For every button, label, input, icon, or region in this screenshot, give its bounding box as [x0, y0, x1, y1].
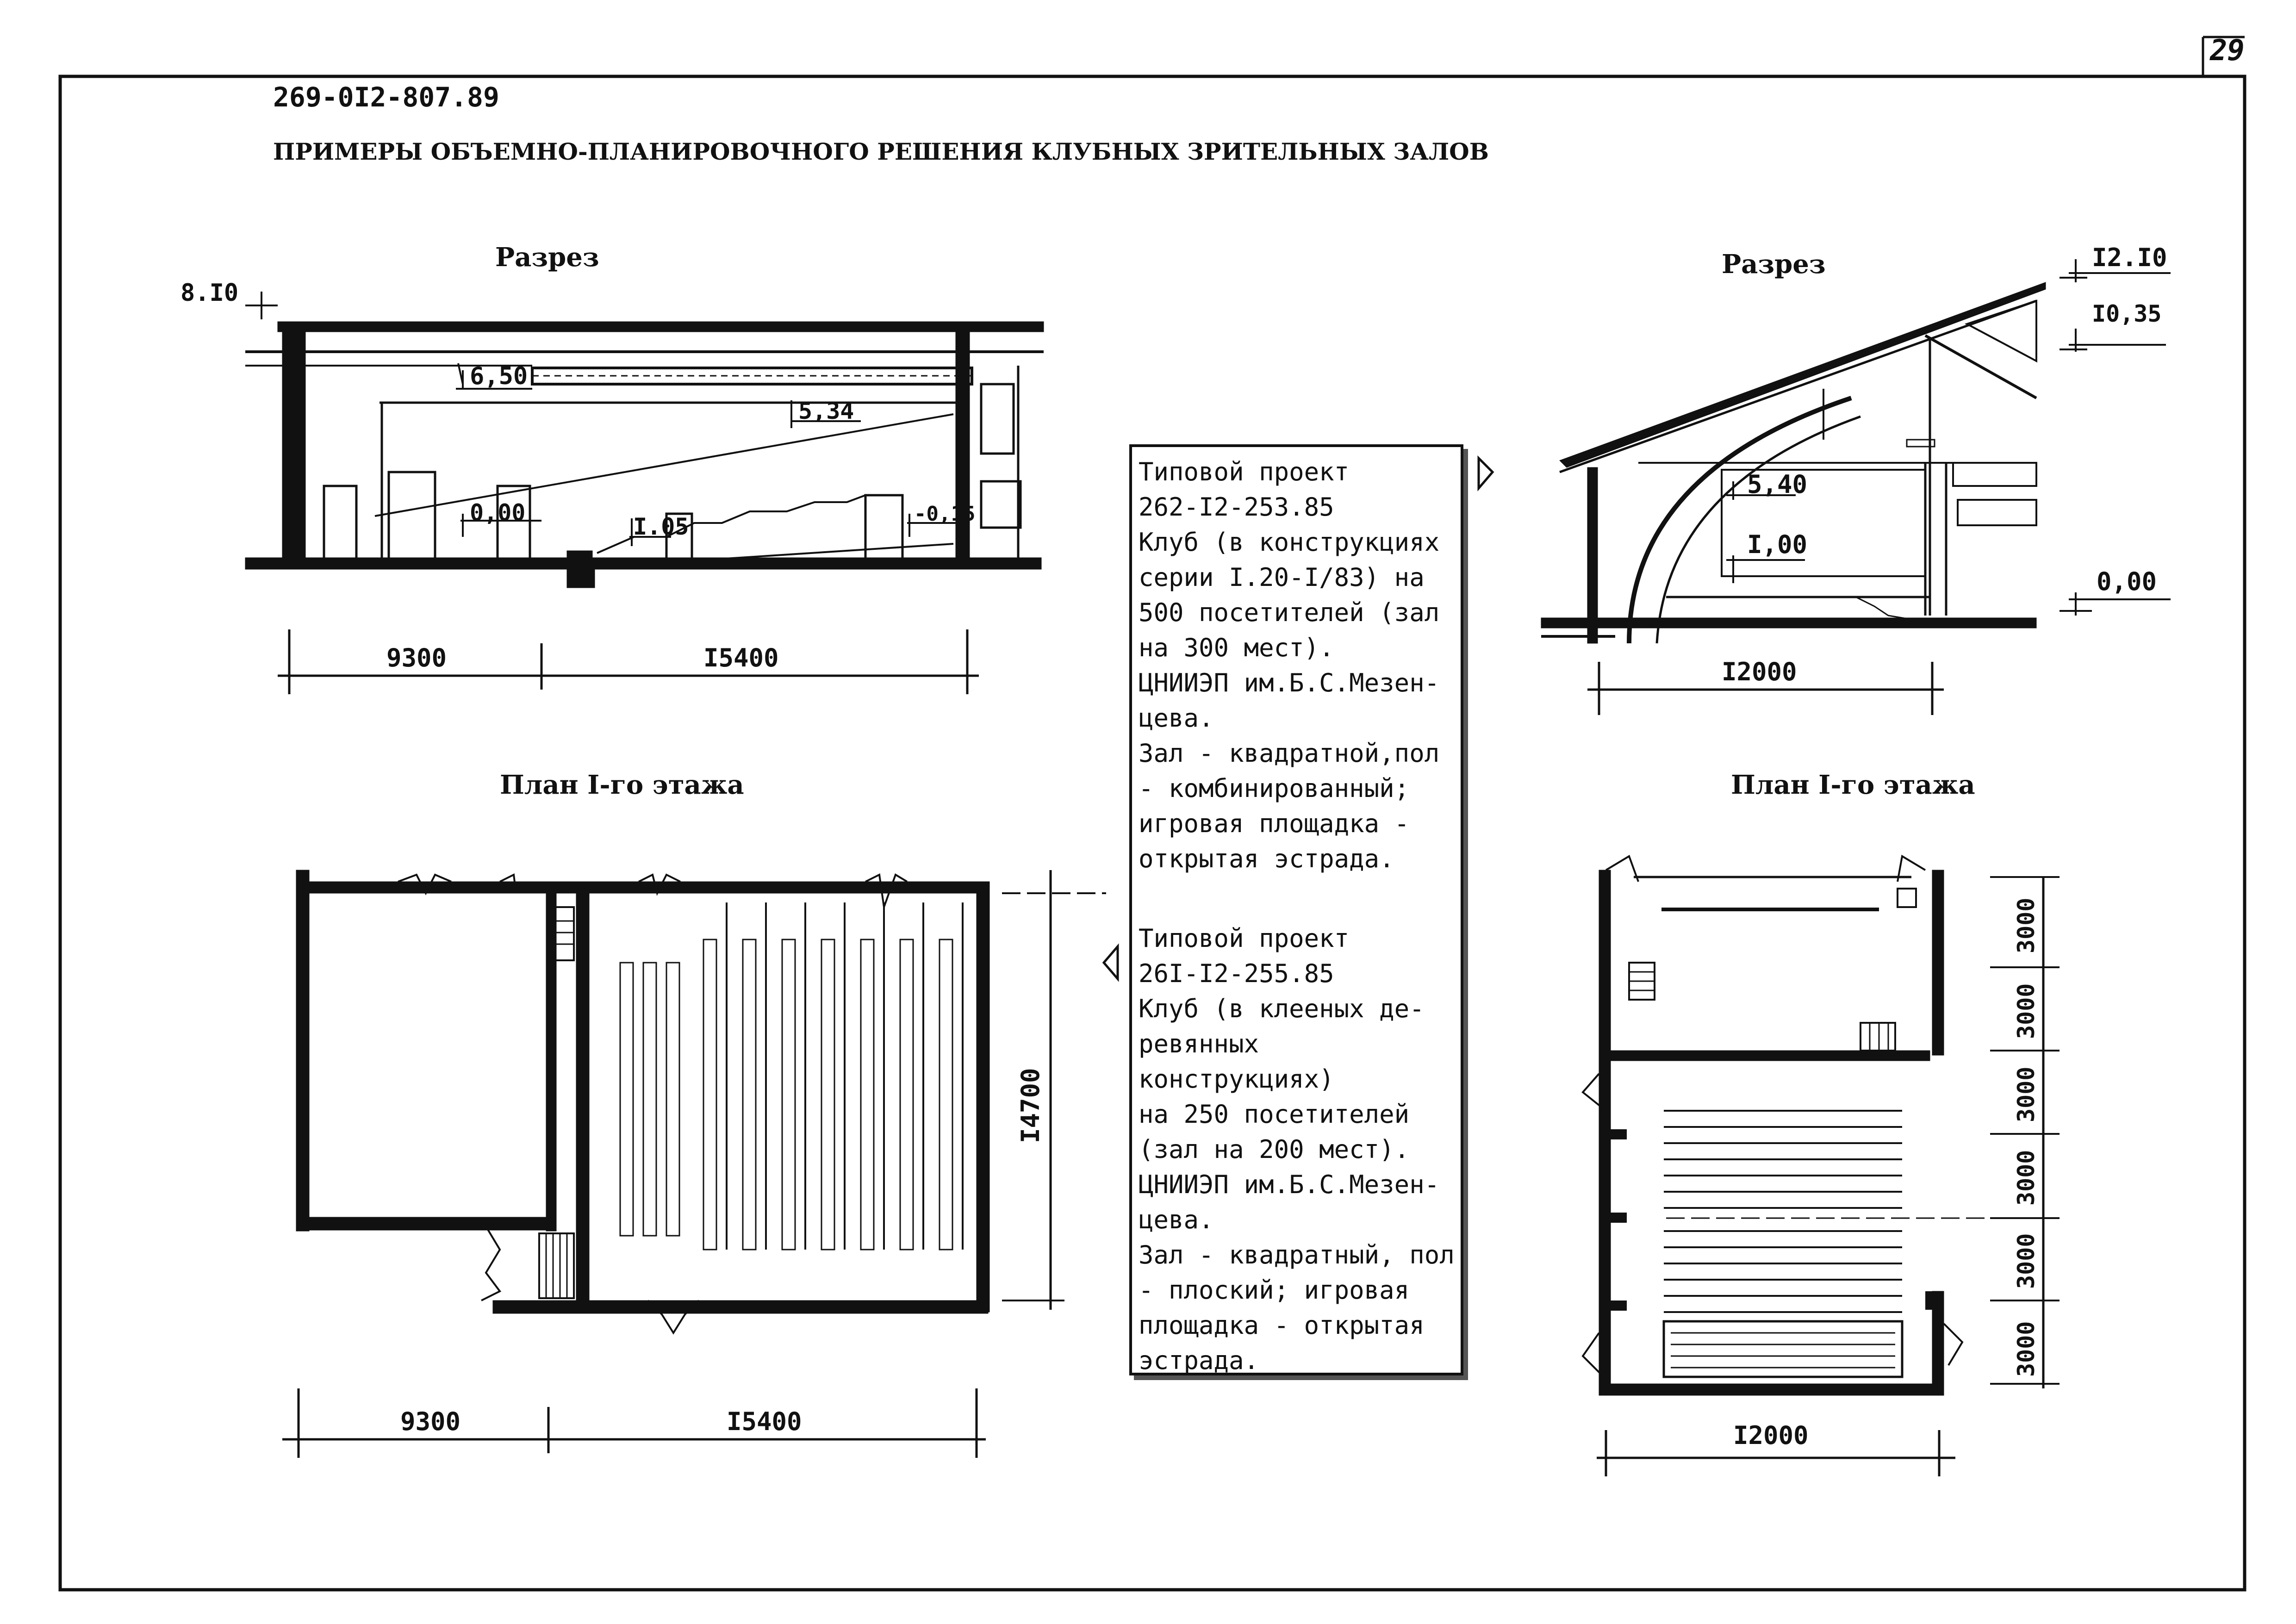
left-level-l3: 0,00	[470, 499, 526, 526]
left-level-l4: I.05	[633, 513, 689, 540]
right-bay-3: 3000	[2013, 1066, 2040, 1122]
right-plan-drawing	[1583, 770, 2060, 1476]
left-plan-height: I4700	[1016, 1068, 1045, 1143]
right-plan-dim: I2000	[1733, 1421, 1809, 1450]
left-plan-dim-2: I5400	[727, 1407, 802, 1436]
left-plan-title: План I-го этажа	[500, 770, 744, 800]
right-section-title: Разрез	[1722, 249, 1826, 280]
right-level-l3: I,00	[1747, 530, 1808, 559]
left-plan-dim-1: 9300	[400, 1407, 461, 1436]
right-bay-4: 3000	[2013, 1150, 2040, 1206]
left-plan-drawing	[282, 770, 1106, 1458]
right-bay-5: 3000	[2013, 1233, 2040, 1289]
right-level-l4: 0,00	[2097, 567, 2157, 596]
left-section-drawing	[180, 242, 1044, 694]
left-section-dim-2: I5400	[703, 643, 779, 672]
right-bay-6: 3000	[2013, 1321, 2040, 1377]
right-bay-2: 3000	[2013, 983, 2040, 1039]
sheet-title: ПРИМЕРЫ ОБЪЕМНО-ПЛАНИРОВОЧНОГО РЕШЕНИЯ КЛУБНЫХ ЗРИТЕЛЬНЫХ ЗАЛОВ	[273, 138, 1489, 165]
right-bay-1: 3000	[2013, 897, 2040, 953]
doc-code: 269-0I2-807.89	[273, 81, 499, 113]
project-note-second: Типовой проект 26I-I2-255.85 Клуб (в клееных де- ревянных конструкциях) на 250 посетителей (зал на 200 мест). ЦНИИЭП им.Б.С.Мезен- цева. Зал - квадратный, пол - плоский; игровая площадка - открытая эстрада.	[1139, 924, 1455, 1375]
page-number: 29	[2210, 33, 2245, 67]
arrow-left-icon	[1104, 946, 1118, 979]
project-note-first: Типовой проект 262-I2-253.85 Клуб (в конструкциях серии I.20-I/83) на 500 посетителей (зал на 300 мест). ЦНИИЭП им.Б.С.Мезен- цева. Зал - квадратной,пол - комбинированный; игровая площадка - открытая эстрада.	[1139, 457, 1440, 873]
arrow-right-icon	[1479, 458, 1493, 488]
project-notes-box	[1129, 444, 1463, 1375]
left-level-top: 8.I0	[180, 279, 239, 307]
right-plan-title: План I-го этажа	[1731, 770, 1975, 800]
left-section-title: Разрез	[495, 242, 599, 273]
left-section-dim-1: 9300	[386, 643, 447, 672]
left-level-l2: 5,34	[798, 398, 854, 424]
right-level-l2: 5,40	[1747, 470, 1808, 499]
right-section-drawing	[1541, 243, 2171, 715]
right-section-dim: I2000	[1722, 657, 1797, 686]
right-level-l1: I0,35	[2092, 300, 2162, 327]
right-level-top: I2.I0	[2092, 243, 2167, 272]
left-level-l5: -0,15	[914, 502, 976, 526]
left-level-l1: 6,50	[470, 362, 528, 390]
